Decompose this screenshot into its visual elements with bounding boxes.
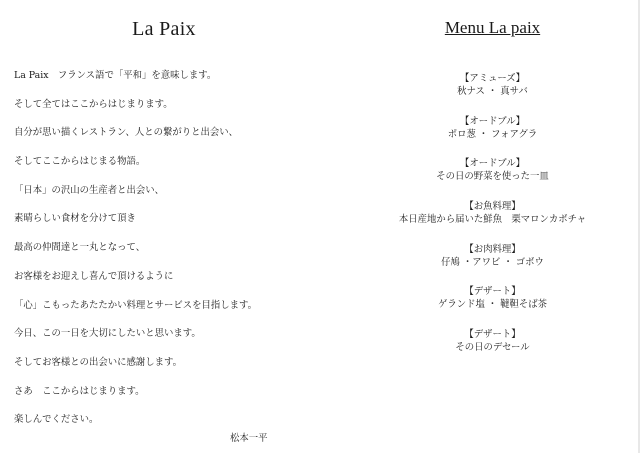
course-category: 【デザート】 [464, 329, 521, 341]
intro-line: 楽しんでください。 [14, 414, 99, 426]
course-items: 仔鳩 ・アワビ ・ ゴボウ [441, 256, 544, 268]
intro-line: 自分が思い描くレストラン、人との繋がりと出会い、 [14, 127, 238, 139]
menu-title: Menu La paix [444, 18, 541, 37]
intro-line: そしてお客様との出会いに感謝します。 [14, 356, 183, 368]
course-items: ゲランド塩 ・ 韃靼そば茶 [437, 299, 548, 311]
course-items: その日の野菜を使った一皿 [436, 171, 549, 183]
course-items: 本日産地から届いた鮮魚 栗マロンカボチャ [398, 214, 587, 226]
intro-line: 最高の仲間達と一丸となって、 [14, 242, 146, 254]
course-dessert-2 [345, 328, 640, 371]
restaurant-title: La Paix [132, 18, 196, 40]
intro-line: お客様をお迎えし喜んで頂けるように [14, 270, 174, 282]
course-items: その日のデセール [455, 342, 530, 354]
intro-line: そしてここからはじまる物語。 [14, 156, 146, 168]
chef-signature: 松本一平 [230, 433, 268, 444]
course-category: 【アミューズ】 [460, 73, 525, 84]
course-category: 【お肉料理】 [464, 243, 521, 255]
course-amuse [345, 72, 640, 115]
intro-line: La Paix フランス語で「平和」を意味します。 [14, 70, 217, 81]
intro-line: 今日、この一日を大切にしたいと思います。 [14, 328, 201, 340]
course-hors-doeuvre-1 [345, 115, 640, 158]
intro-line: そして全てはここからはじまります。 [14, 98, 173, 110]
course-category: 【お魚料理】 [464, 201, 521, 213]
course-fish [345, 200, 640, 243]
course-meat [345, 243, 640, 286]
intro-text [14, 70, 314, 443]
course-list [345, 72, 640, 371]
course-items: ポロ葱 ・ フォアグラ [447, 128, 538, 140]
course-category: 【オードブル】 [460, 115, 525, 127]
intro-line: さあ ここからはじまります。 [14, 385, 145, 397]
course-category: 【オードブル】 [460, 158, 525, 170]
intro-line: 「心」こもったあたたかい料理とサービスを目指します。 [14, 299, 258, 311]
course-dessert-1 [345, 285, 640, 328]
course-category: 【デザート】 [464, 286, 521, 298]
intro-line: 素晴らしい食材を分けて頂き [14, 213, 136, 225]
course-hors-doeuvre-2 [345, 157, 640, 200]
course-items: 秋ナス ・ 真サバ [457, 86, 528, 97]
intro-line: 「日本」の沢山の生産者と出会い、 [14, 184, 165, 196]
